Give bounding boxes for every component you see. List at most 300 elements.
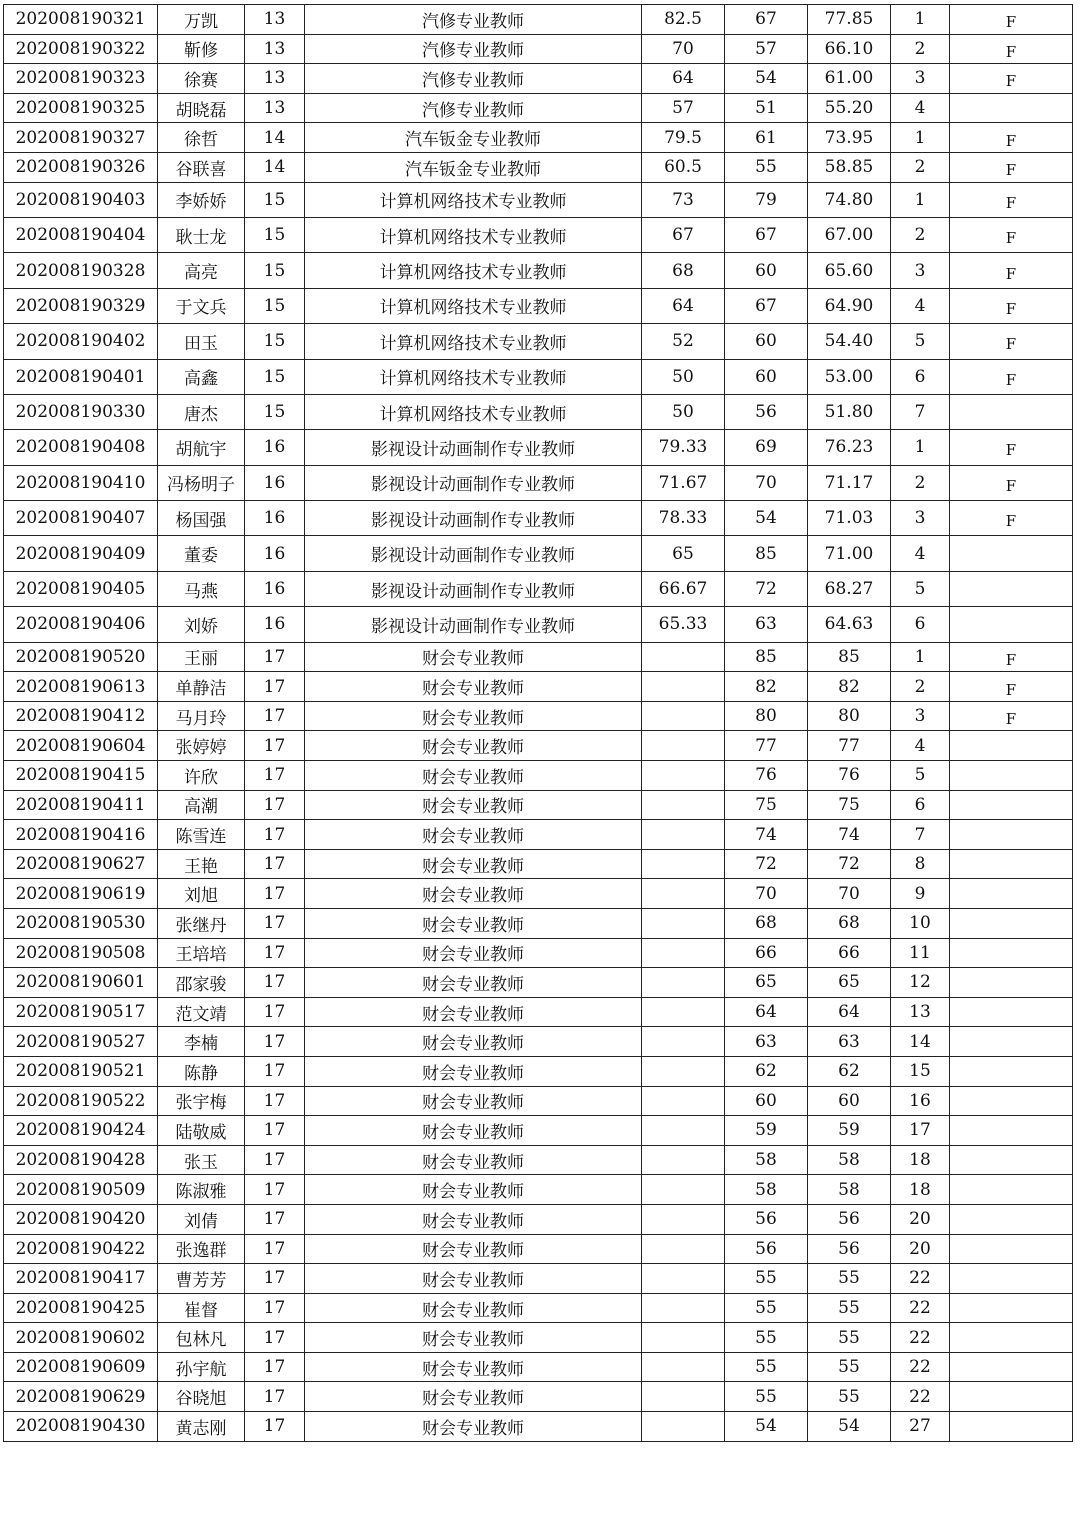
position-cell: 财会专业教师 [305,790,642,820]
post-code-cell: 15 [245,288,305,323]
rank-cell: 12 [891,968,950,998]
post-code-cell: 16 [245,501,305,536]
table-row [4,1412,1073,1442]
position-cell: 影视设计动画制作专业教师 [305,607,642,642]
interview-score-cell: 60 [725,359,808,394]
name-cell: 马月玲 [158,701,245,731]
name-cell: 许欣 [158,761,245,791]
table-row [4,1323,1073,1353]
written-score-cell [642,701,725,731]
total-score-cell: 67.00 [808,217,891,252]
pass-mark-cell: F [950,501,1073,536]
pass-mark-cell: F [950,359,1073,394]
exam-id-cell: 202008190424 [4,1116,158,1146]
pass-mark-cell: F [950,34,1073,64]
name-cell: 崔督 [158,1293,245,1323]
total-score-cell: 72 [808,849,891,879]
rank-cell: 27 [891,1412,950,1442]
table-row [4,1056,1073,1086]
exam-id-cell: 202008190522 [4,1086,158,1116]
pass-mark-cell [950,820,1073,850]
position-cell: 汽修专业教师 [305,5,642,35]
name-cell: 谷联喜 [158,152,245,182]
pass-mark-cell [950,731,1073,761]
written-score-cell [642,849,725,879]
name-cell: 于文兵 [158,288,245,323]
rank-cell: 22 [891,1352,950,1382]
written-score-cell [642,1293,725,1323]
total-score-cell: 55 [808,1293,891,1323]
name-cell: 陈淑雅 [158,1175,245,1205]
rank-cell: 10 [891,908,950,938]
total-score-cell: 70 [808,879,891,909]
post-code-cell: 17 [245,1382,305,1412]
total-score-cell: 66 [808,938,891,968]
interview-score-cell: 62 [725,1056,808,1086]
pass-mark-cell [950,1352,1073,1382]
interview-score-cell: 75 [725,790,808,820]
position-cell: 计算机网络技术专业教师 [305,359,642,394]
total-score-cell: 63 [808,1027,891,1057]
rank-cell: 1 [891,642,950,672]
name-cell: 张玉 [158,1145,245,1175]
pass-mark-cell [950,879,1073,909]
interview-score-cell: 56 [725,1234,808,1264]
pass-mark-cell [950,536,1073,571]
written-score-cell: 70 [642,34,725,64]
rank-cell: 15 [891,1056,950,1086]
total-score-cell: 58 [808,1175,891,1205]
written-score-cell [642,731,725,761]
name-cell: 陈静 [158,1056,245,1086]
pass-mark-cell [950,1204,1073,1234]
written-score-cell [642,1264,725,1294]
position-cell: 汽车钣金专业教师 [305,123,642,153]
table-row [4,879,1073,909]
total-score-cell: 80 [808,701,891,731]
interview-score-cell: 55 [725,1352,808,1382]
written-score-cell: 79.33 [642,430,725,465]
interview-score-cell: 67 [725,5,808,35]
pass-mark-cell [950,93,1073,123]
pass-mark-cell [950,394,1073,429]
position-cell: 财会专业教师 [305,1323,642,1353]
written-score-cell: 67 [642,217,725,252]
interview-score-cell: 77 [725,731,808,761]
rank-cell: 16 [891,1086,950,1116]
total-score-cell: 53.00 [808,359,891,394]
position-cell: 计算机网络技术专业教师 [305,217,642,252]
exam-id-cell: 202008190428 [4,1145,158,1175]
table-row [4,1027,1073,1057]
rank-cell: 8 [891,849,950,879]
interview-score-cell: 70 [725,465,808,500]
rank-cell: 3 [891,501,950,536]
name-cell: 陆敬威 [158,1116,245,1146]
name-cell: 高潮 [158,790,245,820]
name-cell: 包林凡 [158,1323,245,1353]
interview-score-cell: 58 [725,1145,808,1175]
rank-cell: 20 [891,1234,950,1264]
rank-cell: 2 [891,672,950,702]
total-score-cell: 64.90 [808,288,891,323]
total-score-cell: 68.27 [808,571,891,606]
exam-id-cell: 202008190321 [4,5,158,35]
total-score-cell: 58 [808,1145,891,1175]
total-score-cell: 62 [808,1056,891,1086]
position-cell: 财会专业教师 [305,701,642,731]
interview-score-cell: 85 [725,536,808,571]
exam-id-cell: 202008190401 [4,359,158,394]
pass-mark-cell [950,1116,1073,1146]
written-score-cell: 50 [642,359,725,394]
written-score-cell [642,1056,725,1086]
written-score-cell: 64 [642,64,725,94]
exam-id-cell: 202008190530 [4,908,158,938]
position-cell: 财会专业教师 [305,1382,642,1412]
position-cell: 汽修专业教师 [305,64,642,94]
score-table-body [4,5,1073,1442]
name-cell: 王艳 [158,849,245,879]
rank-cell: 1 [891,123,950,153]
rank-cell: 22 [891,1323,950,1353]
written-score-cell [642,672,725,702]
post-code-cell: 17 [245,1116,305,1146]
exam-id-cell: 202008190327 [4,123,158,153]
exam-id-cell: 202008190407 [4,501,158,536]
written-score-cell [642,1086,725,1116]
total-score-cell: 68 [808,908,891,938]
exam-id-cell: 202008190521 [4,1056,158,1086]
post-code-cell: 13 [245,34,305,64]
exam-id-cell: 202008190629 [4,1382,158,1412]
pass-mark-cell: F [950,672,1073,702]
exam-id-cell: 202008190326 [4,152,158,182]
name-cell: 曹芳芳 [158,1264,245,1294]
position-cell: 财会专业教师 [305,761,642,791]
post-code-cell: 15 [245,182,305,217]
position-cell: 财会专业教师 [305,820,642,850]
pass-mark-cell [950,761,1073,791]
total-score-cell: 51.80 [808,394,891,429]
pass-mark-cell [950,1056,1073,1086]
position-cell: 财会专业教师 [305,849,642,879]
rank-cell: 5 [891,761,950,791]
interview-score-cell: 82 [725,672,808,702]
name-cell: 单静洁 [158,672,245,702]
post-code-cell: 16 [245,465,305,500]
interview-score-cell: 66 [725,938,808,968]
interview-score-cell: 65 [725,968,808,998]
rank-cell: 11 [891,938,950,968]
table-row [4,1382,1073,1412]
interview-score-cell: 55 [725,1382,808,1412]
interview-score-cell: 85 [725,642,808,672]
post-code-cell: 16 [245,607,305,642]
pass-mark-cell: F [950,642,1073,672]
exam-id-cell: 202008190408 [4,430,158,465]
interview-score-cell: 55 [725,1264,808,1294]
table-row [4,820,1073,850]
name-cell: 谷晓旭 [158,1382,245,1412]
post-code-cell: 14 [245,123,305,153]
exam-id-cell: 202008190328 [4,253,158,288]
pass-mark-cell [950,1086,1073,1116]
post-code-cell: 17 [245,1027,305,1057]
exam-id-cell: 202008190619 [4,879,158,909]
post-code-cell: 17 [245,1323,305,1353]
name-cell: 张继丹 [158,908,245,938]
position-cell: 财会专业教师 [305,1056,642,1086]
interview-score-cell: 56 [725,1204,808,1234]
written-score-cell [642,1027,725,1057]
name-cell: 唐杰 [158,394,245,429]
interview-score-cell: 55 [725,1323,808,1353]
rank-cell: 6 [891,607,950,642]
rank-cell: 2 [891,34,950,64]
pass-mark-cell [950,908,1073,938]
table-row [4,1264,1073,1294]
exam-id-cell: 202008190425 [4,1293,158,1323]
interview-score-cell: 60 [725,1086,808,1116]
rank-cell: 3 [891,253,950,288]
table-row [4,1204,1073,1234]
pass-mark-cell [950,968,1073,998]
post-code-cell: 17 [245,997,305,1027]
name-cell: 冯杨明子 [158,465,245,500]
post-code-cell: 15 [245,324,305,359]
pass-mark-cell: F [950,64,1073,94]
position-cell: 影视设计动画制作专业教师 [305,501,642,536]
exam-id-cell: 202008190404 [4,217,158,252]
interview-score-cell: 56 [725,394,808,429]
total-score-cell: 55.20 [808,93,891,123]
post-code-cell: 17 [245,1293,305,1323]
post-code-cell: 17 [245,1352,305,1382]
interview-score-cell: 61 [725,123,808,153]
table-row [4,394,1073,429]
exam-id-cell: 202008190420 [4,1204,158,1234]
pass-mark-cell [950,1027,1073,1057]
table-row [4,1116,1073,1146]
post-code-cell: 15 [245,253,305,288]
rank-cell: 7 [891,394,950,429]
written-score-cell [642,1323,725,1353]
post-code-cell: 13 [245,5,305,35]
post-code-cell: 17 [245,790,305,820]
interview-score-cell: 60 [725,253,808,288]
interview-score-cell: 74 [725,820,808,850]
written-score-cell: 64 [642,288,725,323]
written-score-cell: 79.5 [642,123,725,153]
table-row [4,761,1073,791]
position-cell: 财会专业教师 [305,997,642,1027]
position-cell: 财会专业教师 [305,879,642,909]
name-cell: 王培培 [158,938,245,968]
table-row [4,849,1073,879]
pass-mark-cell: F [950,152,1073,182]
pass-mark-cell: F [950,430,1073,465]
written-score-cell [642,1234,725,1264]
table-row [4,34,1073,64]
table-row [4,288,1073,323]
written-score-cell [642,1352,725,1382]
exam-id-cell: 202008190609 [4,1352,158,1382]
post-code-cell: 13 [245,64,305,94]
exam-id-cell: 202008190330 [4,394,158,429]
written-score-cell: 65 [642,536,725,571]
total-score-cell: 65 [808,968,891,998]
written-score-cell: 65.33 [642,607,725,642]
pass-mark-cell [950,997,1073,1027]
exam-id-cell: 202008190323 [4,64,158,94]
interview-score-cell: 54 [725,64,808,94]
name-cell: 耿士龙 [158,217,245,252]
exam-id-cell: 202008190325 [4,93,158,123]
exam-id-cell: 202008190410 [4,465,158,500]
post-code-cell: 16 [245,571,305,606]
name-cell: 王丽 [158,642,245,672]
written-score-cell [642,1382,725,1412]
exam-id-cell: 202008190329 [4,288,158,323]
rank-cell: 5 [891,571,950,606]
name-cell: 万凯 [158,5,245,35]
table-row [4,1352,1073,1382]
total-score-cell: 55 [808,1382,891,1412]
exam-id-cell: 202008190416 [4,820,158,850]
total-score-cell: 61.00 [808,64,891,94]
total-score-cell: 55 [808,1323,891,1353]
position-cell: 财会专业教师 [305,1264,642,1294]
total-score-cell: 59 [808,1116,891,1146]
name-cell: 徐赛 [158,64,245,94]
table-row [4,997,1073,1027]
rank-cell: 4 [891,731,950,761]
exam-id-cell: 202008190322 [4,34,158,64]
rank-cell: 20 [891,1204,950,1234]
name-cell: 田玉 [158,324,245,359]
exam-id-cell: 202008190601 [4,968,158,998]
rank-cell: 5 [891,324,950,359]
exam-id-cell: 202008190627 [4,849,158,879]
written-score-cell [642,1145,725,1175]
position-cell: 计算机网络技术专业教师 [305,288,642,323]
table-row [4,1234,1073,1264]
interview-score-cell: 72 [725,849,808,879]
table-row [4,536,1073,571]
name-cell: 孙宇航 [158,1352,245,1382]
post-code-cell: 17 [245,1234,305,1264]
table-row [4,1293,1073,1323]
pass-mark-cell [950,1145,1073,1175]
name-cell: 刘倩 [158,1204,245,1234]
table-row [4,93,1073,123]
written-score-cell [642,997,725,1027]
rank-cell: 4 [891,288,950,323]
table-row [4,968,1073,998]
pass-mark-cell: F [950,123,1073,153]
pass-mark-cell: F [950,182,1073,217]
position-cell: 财会专业教师 [305,908,642,938]
exam-id-cell: 202008190403 [4,182,158,217]
pass-mark-cell [950,571,1073,606]
total-score-cell: 66.10 [808,34,891,64]
exam-id-cell: 202008190412 [4,701,158,731]
rank-cell: 2 [891,465,950,500]
name-cell: 陈雪连 [158,820,245,850]
total-score-cell: 55 [808,1264,891,1294]
interview-score-cell: 79 [725,182,808,217]
table-row [4,642,1073,672]
written-score-cell: 57 [642,93,725,123]
total-score-cell: 71.17 [808,465,891,500]
table-row [4,501,1073,536]
name-cell: 靳修 [158,34,245,64]
table-row [4,1175,1073,1205]
total-score-cell: 64.63 [808,607,891,642]
position-cell: 财会专业教师 [305,938,642,968]
interview-score-cell: 67 [725,288,808,323]
interview-score-cell: 72 [725,571,808,606]
post-code-cell: 17 [245,701,305,731]
interview-score-cell: 68 [725,908,808,938]
table-row [4,1145,1073,1175]
interview-score-cell: 70 [725,879,808,909]
total-score-cell: 82 [808,672,891,702]
table-row [4,64,1073,94]
position-cell: 财会专业教师 [305,1145,642,1175]
pass-mark-cell [950,1323,1073,1353]
written-score-cell [642,820,725,850]
interview-score-cell: 69 [725,430,808,465]
post-code-cell: 17 [245,1145,305,1175]
exam-id-cell: 202008190406 [4,607,158,642]
written-score-cell [642,1412,725,1442]
exam-id-cell: 202008190509 [4,1175,158,1205]
position-cell: 影视设计动画制作专业教师 [305,465,642,500]
post-code-cell: 14 [245,152,305,182]
table-row [4,701,1073,731]
position-cell: 汽修专业教师 [305,93,642,123]
pass-mark-cell [950,938,1073,968]
exam-id-cell: 202008190517 [4,997,158,1027]
table-row [4,938,1073,968]
total-score-cell: 73.95 [808,123,891,153]
name-cell: 高鑫 [158,359,245,394]
rank-cell: 18 [891,1145,950,1175]
table-row [4,324,1073,359]
post-code-cell: 13 [245,93,305,123]
pass-mark-cell: F [950,253,1073,288]
position-cell: 计算机网络技术专业教师 [305,324,642,359]
interview-score-cell: 54 [725,501,808,536]
written-score-cell [642,879,725,909]
written-score-cell: 73 [642,182,725,217]
name-cell: 胡晓磊 [158,93,245,123]
written-score-cell: 78.33 [642,501,725,536]
name-cell: 张宇梅 [158,1086,245,1116]
exam-id-cell: 202008190520 [4,642,158,672]
rank-cell: 18 [891,1175,950,1205]
exam-id-cell: 202008190405 [4,571,158,606]
written-score-cell [642,1116,725,1146]
rank-cell: 1 [891,430,950,465]
total-score-cell: 77.85 [808,5,891,35]
total-score-cell: 58.85 [808,152,891,182]
total-score-cell: 75 [808,790,891,820]
score-table [3,4,1073,1442]
interview-score-cell: 76 [725,761,808,791]
